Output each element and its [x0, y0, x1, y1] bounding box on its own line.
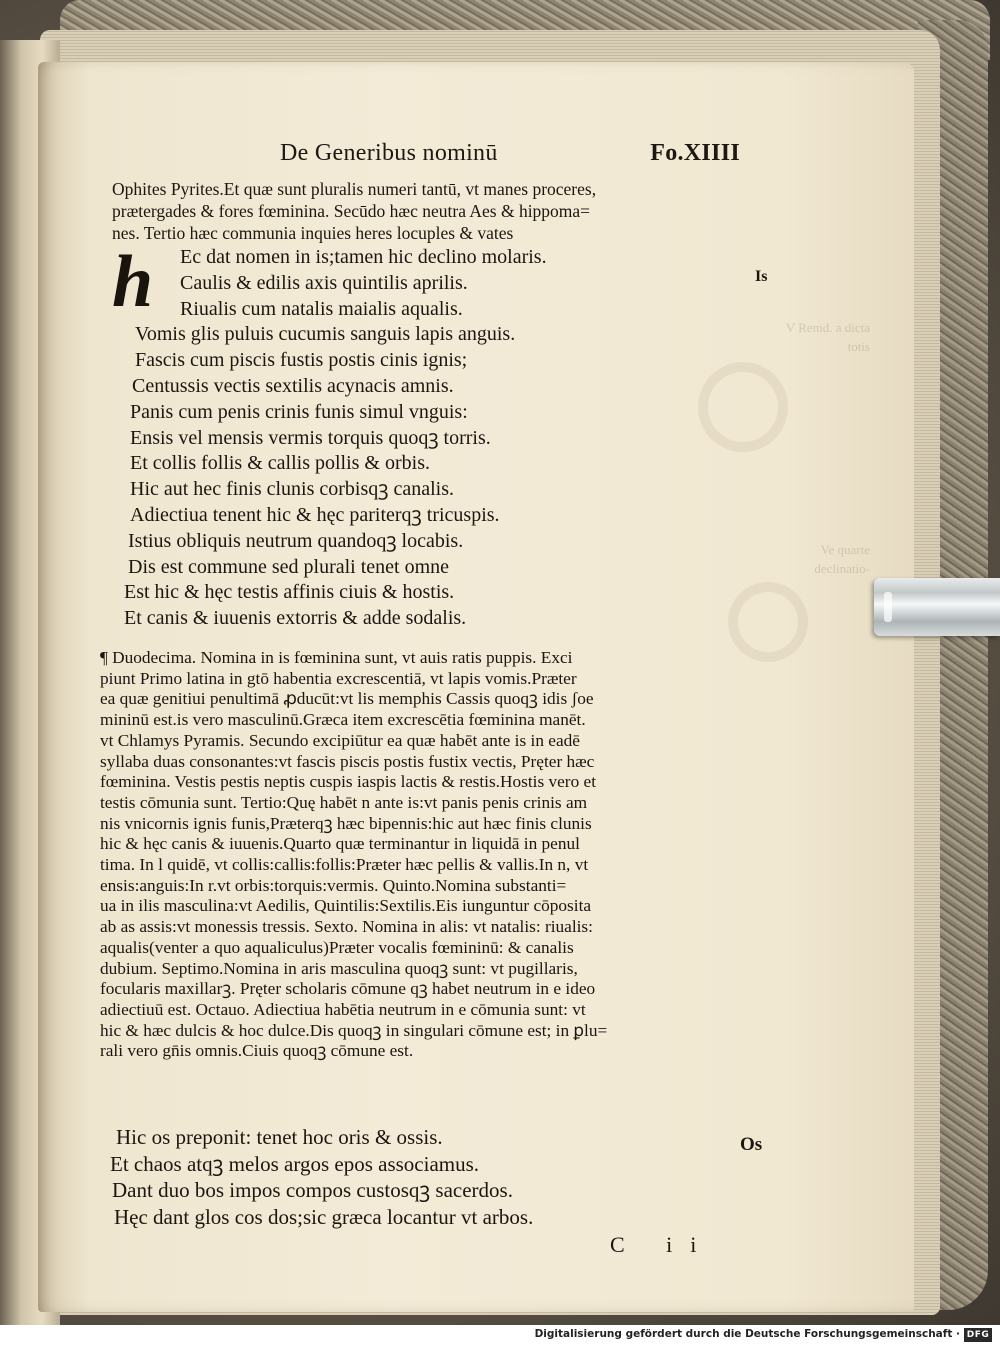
text-line: fœminina. Vestis pestis neptis cuspis iaspis lactis & restis.Hostis vero et	[100, 772, 596, 792]
text-line: hic & hęc canis & iuuenis.Quarto quæ terminantur in liquidā in penul	[100, 834, 580, 854]
text-line: nes. Tertio hæc communia inquies heres locuples & vates	[112, 223, 514, 243]
main-prose	[100, 648, 730, 1062]
verse-line: Riualis cum natalis maialis aqualis.	[180, 297, 463, 320]
bleed-through-margin-note: V Remd. a dicta totis	[785, 320, 870, 354]
closing-verse-block	[110, 1124, 670, 1230]
verse-line: Panis cum penis crinis funis simul vnguis:	[130, 400, 468, 423]
text-line: aqualis(venter a quo aqualiculus)Præter vocalis fœmininū: & canalis	[100, 937, 574, 957]
page-holder-clip	[874, 578, 1000, 636]
verse-line: Vomis glis puluis cucumis sanguis lapis anguis.	[135, 323, 516, 346]
verse-line: Adiectiua tenent hic & hęc pariterqꝫ tricuspis.	[130, 503, 500, 526]
folio-number: Fo.XIIII	[650, 140, 740, 166]
verse-line: Et collis follis & callis pollis & orbis.	[130, 452, 430, 475]
verse-line: Hic aut hec finis clunis corbisqꝫ canalis.	[130, 478, 455, 501]
text-line: ab as assis:vt monessis tressis. Sexto. Nomina in alis: vt natalis: riualis:	[100, 917, 593, 937]
text-line: testis cōmunia sunt. Tertio:Quę habēt n ante is:vt panis penis crinis am	[100, 792, 588, 812]
signature-mark: C ii	[610, 1232, 715, 1257]
text-line: piunt Primo latina in gtō habentia excrescentiā, vt lapis vomis.Præter	[100, 668, 577, 688]
footer-bar	[0, 1325, 1000, 1346]
intro-prose	[112, 178, 762, 244]
verse-line: Centussis vectis sextilis acynacis amnis.	[132, 374, 454, 397]
verse-line: Ec dat nomen in is;tamen hic declino molaris.	[180, 246, 547, 268]
verse-line: Hic os preponit: tenet hoc oris & ossis.	[116, 1125, 443, 1149]
text-line: nis vnicornis ignis funis,Præterqꝫ hæc bipennis:hic aut hæc finis clunis	[100, 813, 592, 833]
text-line: dubium. Septimo.Nomina in aris masculina quoqꝫ sunt: vt pugillaris,	[100, 958, 578, 978]
text-line: vt Chlamys Pyramis. Secundo excipiūtur ea quæ habēt ante is in eadē	[100, 730, 580, 750]
text-line: adiectiuū est. Octauo. Adiectiua habētia neutrum in e cōmunia sunt: vt	[100, 999, 586, 1019]
verse-line: Et chaos atqꝫ melos argos epos associamus.	[110, 1151, 480, 1176]
text-line: ea quæ genitiui penultimā ꝓducūt:vt lis memphis Cassis quoqꝫ idis ʃoe	[100, 689, 594, 709]
text-line: syllaba duas consonantes:vt fascis piscis postis fustix vectis, Pręter hæc	[100, 751, 595, 771]
verse-line: Istius obliquis neutrum quandoqꝫ locabis.	[128, 529, 464, 552]
funding-credit: Digitalisierung gefördert durch die Deutsche Forschungsgemeinschaft ·	[534, 1328, 960, 1340]
running-header	[280, 140, 740, 176]
header-title: De Generibus nominū	[280, 140, 498, 166]
text-line: prætergades & fores fœminina. Secūdo hæc neutra Aes & hippoma=	[112, 201, 591, 221]
verse-block	[110, 241, 670, 632]
text-line: ¶ Duodecima. Nomina in is fœminina sunt, vt auis ratis puppis. Exci	[100, 648, 573, 667]
margin-note-is: Is	[755, 268, 768, 285]
drop-cap-initial: h	[112, 241, 154, 323]
verse-line: Hęc dant glos cos dos;sic græca locantur vt arbos.	[114, 1204, 534, 1229]
text-line: ensis:anguis:In r.vt orbis:torquis:vermis. Quinto.Nomina substanti=	[100, 875, 567, 895]
verse-line: Dant duo bos impos compos custosqꝫ sacerdos.	[112, 1178, 513, 1202]
dfg-logo: DFG	[964, 1328, 992, 1342]
verse-line: Et canis & iuuenis extorris & adde sodalis.	[124, 607, 467, 630]
text-line: rali vero gn̄is omnis.Ciuis quoqꝫ cōmune est.	[100, 1041, 414, 1061]
text-line: ua in ilis masculina:vt Aedilis, Quintilis:Sextilis.Eis iunguntur cōposita	[100, 896, 592, 916]
verse-line: Dis est commune sed plurali tenet omne	[128, 555, 450, 578]
text-line: hic & hæc dulcis & hoc dulce.Dis quoqꝫ in singulari cōmune est; in ꝑlu=	[100, 1020, 608, 1040]
text-line: tima. In l quidē, vt collis:callis:follis:Præter hæc pellis & vallis.In n, vt	[100, 855, 589, 875]
bleed-through-initial	[698, 362, 788, 452]
bleed-through-margin-note: Ve quarte declinatio-	[814, 542, 870, 576]
verse-line: Est hic & hęc testis affinis ciuis & hostis.	[124, 581, 455, 604]
verse-line: Caulis & edilis axis quintilis aprilis.	[180, 271, 468, 294]
bleed-through-initial	[728, 582, 808, 662]
margin-note-os: Os	[740, 1134, 763, 1155]
text-line: mininū est.is vero masculinū.Græca item excrescētia fœminina manēt.	[100, 710, 586, 730]
verse-line: Ensis vel mensis vermis torquis quoqꝫ torris.	[130, 426, 491, 449]
text-line: focularis maxillarꝫ. Pręter scholaris cōmune qꝫ habet neutrum in e ideo	[100, 979, 596, 999]
verse-line: Fascis cum piscis fustis postis cinis ignis;	[135, 349, 468, 372]
text-line: Ophites Pyrites.Et quæ sunt pluralis numeri tantū, vt manes proceres,	[112, 179, 597, 199]
